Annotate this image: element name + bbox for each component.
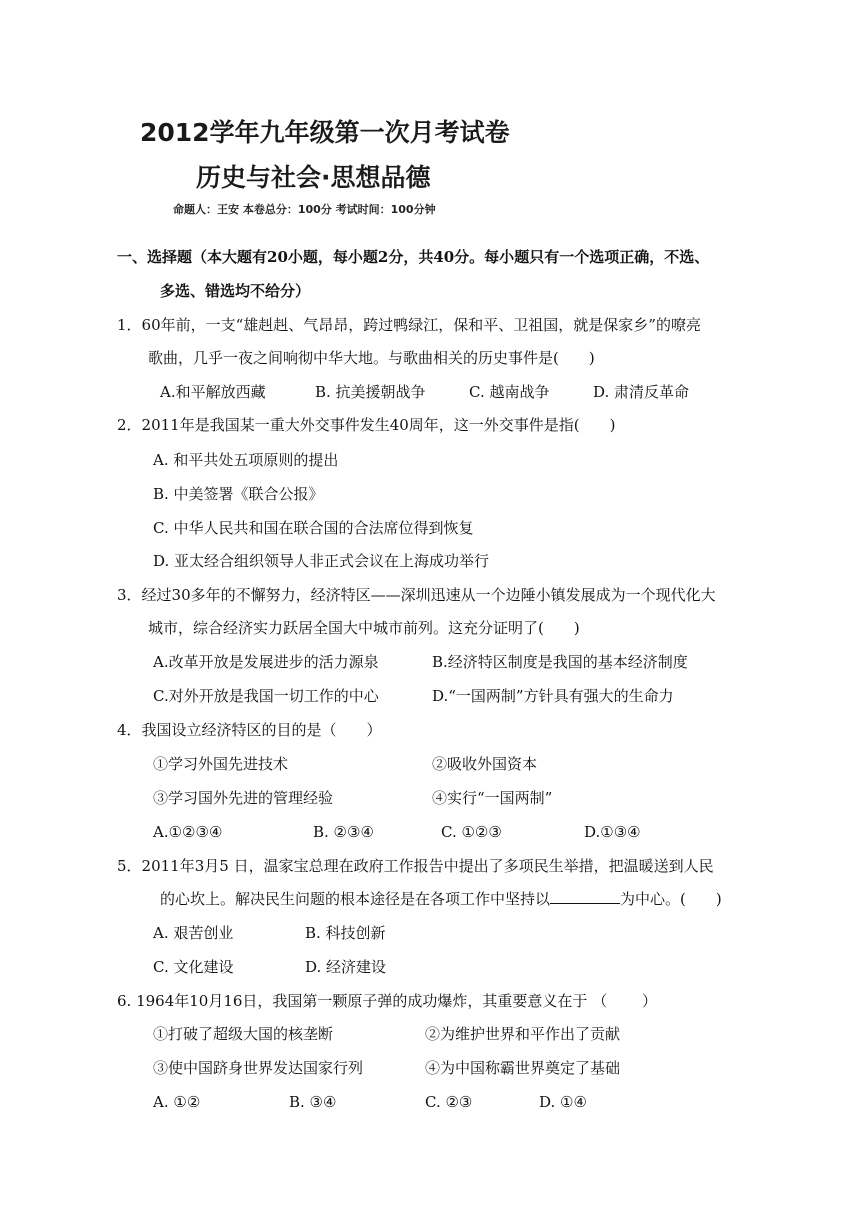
exam-meta: 命题人：王安 本卷总分：100分 考试时间：100分钟	[173, 203, 436, 216]
q4-item-2: ②吸收外国资本	[432, 755, 538, 773]
q2-option-c: C. 中华人民共和国在联合国的合法席位得到恢复	[153, 519, 474, 537]
q4-option-c: C. ①②③	[441, 823, 502, 841]
q5-option-d: D. 经济建设	[305, 958, 387, 976]
q6-item-1: ①打破了超级大国的核垄断	[153, 1025, 334, 1043]
q3-option-b: B.经济特区制度是我国的基本经济制度	[432, 653, 688, 671]
q6-option-c: C. ②③	[425, 1093, 473, 1111]
q6-option-d: D. ①④	[539, 1093, 587, 1111]
q3-option-c: C.对外开放是我国一切工作的中心	[153, 687, 379, 705]
q5-stem-line2	[160, 889, 722, 909]
q4-item-1: ①学习外国先进技术	[153, 755, 289, 773]
q5-stem-before-blank: 的心坎上。解决民生问题的根本途径是在各项工作中坚持以	[160, 890, 551, 908]
q2-option-d: D. 亚太经合组织领导人非正式会议在上海成功举行	[153, 552, 490, 570]
q1-option-c: C. 越南战争	[469, 383, 550, 401]
q5-stem-after-blank: 为中心。( )	[620, 890, 722, 908]
q6-item-4: ④为中国称霸世界奠定了基础	[425, 1059, 621, 1077]
q3-option-a: A.改革开放是发展进步的活力源泉	[153, 653, 379, 671]
exam-title: 2012学年九年级第一次月考试卷	[140, 118, 510, 147]
q1-option-b: B. 抗美援朝战争	[315, 383, 426, 401]
q1-stem-line1: 1．60年前，一支“雄赳赳、气昂昂，跨过鸭绿江，保和平、卫祖国，就是保家乡”的嘹亮	[117, 316, 701, 334]
q5-stem-line1: 5．2011年3月5 日，温家宝总理在政府工作报告中提出了多项民生举措，把温暖送到人民	[117, 857, 714, 875]
q1-option-a: A.和平解放西藏	[160, 383, 266, 401]
q1-option-d: D. 肃清反革命	[593, 383, 690, 401]
q6-item-2: ②为维护世界和平作出了贡献	[425, 1025, 621, 1043]
q6-stem-line1: 6. 1964年10月16日，我国第一颗原子弹的成功爆炸，其重要意义在于 （ ）	[117, 992, 657, 1010]
q6-option-b: B. ③④	[289, 1093, 337, 1111]
q6-item-3: ③使中国跻身世界发达国家行列	[153, 1059, 364, 1077]
exam-subtitle: 历史与社会·思想品德	[196, 163, 431, 192]
q3-stem-line2: 城市，综合经济实力跃居全国大中城市前列。这充分证明了( )	[148, 619, 580, 637]
q4-option-d: D.①③④	[584, 823, 641, 841]
q5-option-a: A. 艰苦创业	[153, 924, 234, 942]
q5-option-c: C. 文化建设	[153, 958, 234, 976]
q4-stem-line1: 4．我国设立经济特区的目的是（ ）	[117, 721, 382, 739]
q2-stem-line1: 2．2011年是我国某一重大外交事件发生40周年，这一外交事件是指( )	[117, 416, 616, 434]
q2-option-a: A. 和平共处五项原则的提出	[153, 451, 339, 469]
q1-stem-line2: 歌曲，几乎一夜之间响彻中华大地。与歌曲相关的历史事件是( )	[148, 349, 595, 367]
q3-option-d: D.“一国两制”方针具有强大的生命力	[432, 687, 674, 705]
q4-item-4: ④实行“一国两制”	[432, 789, 553, 807]
q3-stem-line1: 3．经过30多年的不懈努力，经济特区——深圳迅速从一个边陲小镇发展成为一个现代化大	[117, 586, 716, 604]
section-heading-line2: 多选、错选均不给分）	[160, 282, 311, 300]
q5-option-b: B. 科技创新	[305, 924, 386, 942]
q4-item-3: ③学习国外先进的管理经验	[153, 789, 334, 807]
q4-option-a: A.①②③④	[153, 823, 223, 841]
answer-blank	[550, 889, 620, 904]
q4-option-b: B. ②③④	[313, 823, 374, 841]
q2-option-b: B. 中美签署《联合公报》	[153, 485, 324, 503]
q6-option-a: A. ①②	[153, 1093, 201, 1111]
section-heading-line1: 一、选择题（本大题有20小题，每小题2分，共40分。每小题只有一个选项正确，不选、	[117, 248, 710, 266]
